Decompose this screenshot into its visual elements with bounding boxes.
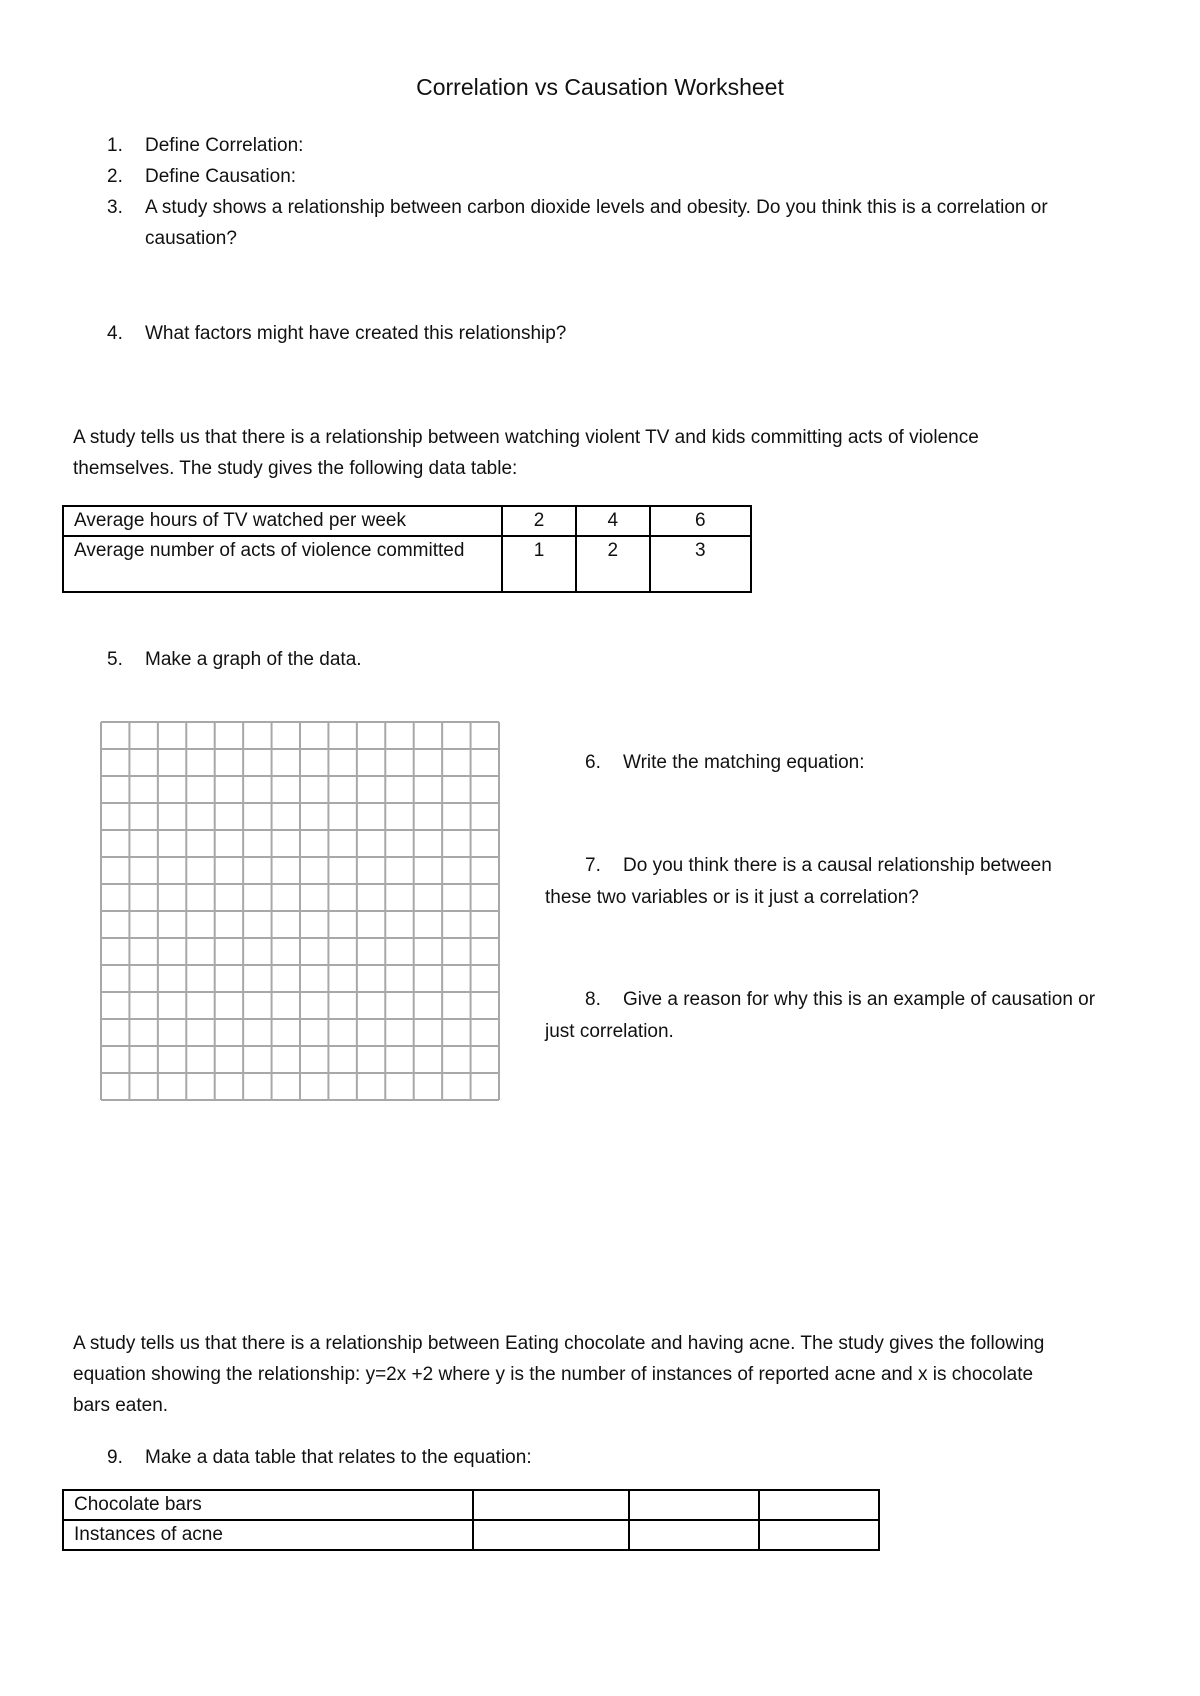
tv-data-table (62, 505, 752, 593)
table-row (63, 1490, 879, 1520)
row-label: Instances of acne (63, 1520, 473, 1550)
page-title: Correlation vs Causation Worksheet (416, 74, 784, 100)
table-row (63, 1520, 879, 1550)
question-number: 4. (107, 323, 123, 344)
chocolate-study-intro (73, 1328, 1133, 1421)
table-cell: 6 (650, 506, 751, 536)
question-2 (107, 161, 296, 192)
table-cell: 1 (502, 536, 576, 592)
table-cell-empty[interactable] (473, 1490, 629, 1520)
table-cell-empty[interactable] (629, 1490, 759, 1520)
question-number: 7. (585, 855, 601, 876)
question-text: Give a reason for why this is an example of causation or (623, 989, 1096, 1010)
intro-line: bars eaten. (73, 1395, 169, 1416)
intro-line: equation showing the relationship: y=2x +2 where y is the number of instances of reported acne and x is chocolate (73, 1364, 1034, 1385)
question-number: 1. (107, 135, 123, 156)
question-7 (545, 850, 1145, 914)
question-text-cont: causation? (145, 228, 237, 249)
question-text: Make a data table that relates to the equation: (145, 1447, 532, 1468)
question-text: What factors might have created this relationship? (145, 323, 567, 344)
question-text: Make a graph of the data. (145, 649, 362, 670)
question-number: 3. (107, 197, 123, 218)
question-6 (545, 747, 1145, 779)
row-label: Chocolate bars (63, 1490, 473, 1520)
table-row (63, 536, 751, 592)
graph-paper-grid[interactable] (100, 721, 500, 1101)
table-cell-empty[interactable] (759, 1520, 879, 1550)
question-text: Define Correlation: (145, 135, 304, 156)
row-label: Average hours of TV watched per week (63, 506, 502, 536)
table-cell-empty[interactable] (473, 1520, 629, 1550)
question-text: Define Causation: (145, 166, 297, 187)
question-number: 8. (585, 989, 601, 1010)
question-text-cont: just correlation. (545, 1021, 674, 1042)
question-4 (107, 318, 566, 349)
grid-lines (100, 721, 500, 1101)
table-cell-empty[interactable] (759, 1490, 879, 1520)
chocolate-data-table (62, 1489, 880, 1551)
question-number: 6. (585, 752, 601, 773)
question-9 (107, 1442, 532, 1473)
table-cell: 4 (576, 506, 650, 536)
row-label: Average number of acts of violence committed (63, 536, 502, 592)
question-1 (107, 130, 303, 161)
intro-line: A study tells us that there is a relationship between Eating chocolate and having acne. The study gives the following (73, 1333, 1045, 1354)
question-number: 5. (107, 649, 123, 670)
question-number: 2. (107, 166, 123, 187)
question-5 (107, 644, 362, 675)
intro-line: A study tells us that there is a relationship between watching violent TV and kids committing acts of violence (73, 427, 979, 448)
question-text: Do you think there is a causal relationship between (623, 855, 1052, 876)
question-text-cont: these two variables or is it just a correlation? (545, 887, 919, 908)
question-text: A study shows a relationship between carbon dioxide levels and obesity. Do you think this is a correlation or (145, 197, 1048, 218)
question-3 (107, 192, 1157, 254)
table-cell: 2 (502, 506, 576, 536)
table-row (63, 506, 751, 536)
intro-line: themselves. The study gives the following data table: (73, 458, 518, 479)
question-8 (545, 984, 1145, 1048)
question-text: Write the matching equation: (623, 752, 865, 773)
table-cell: 3 (650, 536, 751, 592)
table-cell-empty[interactable] (629, 1520, 759, 1550)
table-cell: 2 (576, 536, 650, 592)
tv-study-intro (73, 422, 1133, 484)
question-number: 9. (107, 1447, 123, 1468)
